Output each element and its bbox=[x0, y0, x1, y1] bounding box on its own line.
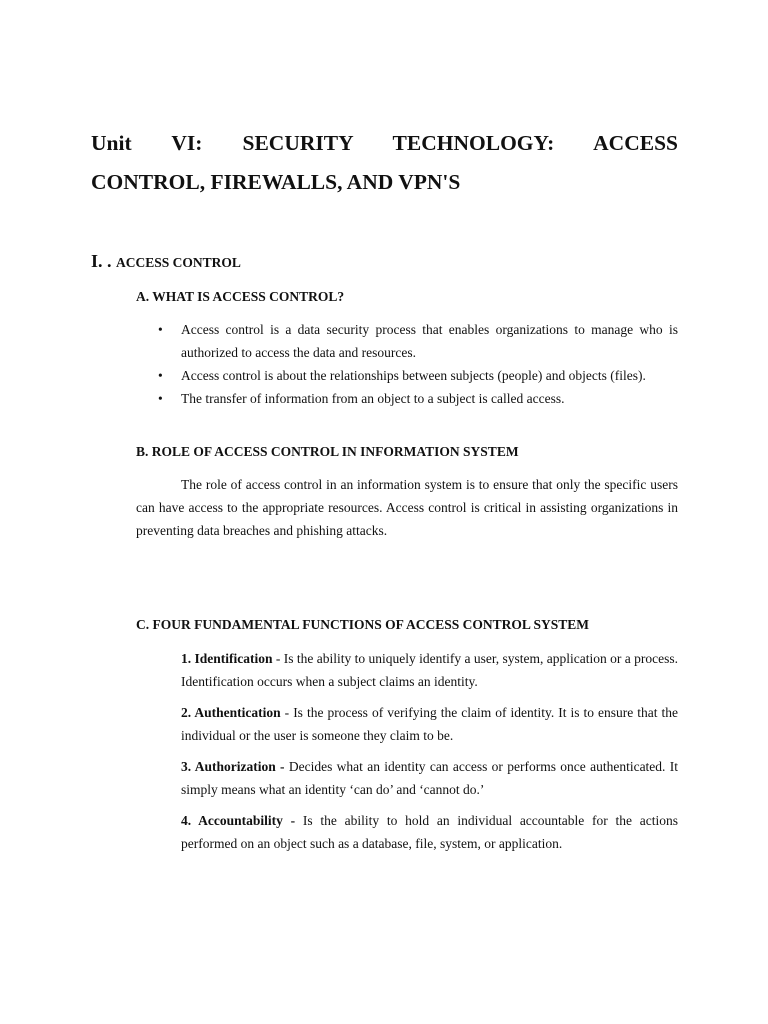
bullet-text: Access control is a data security process that enables organizations to manage who is authorized to access the data and resources. bbox=[181, 322, 678, 360]
function-text: Decides what an identity can access or performs once authenticated. It simply means what an identity ‘can do’ and ‘cannot do.’ bbox=[181, 759, 678, 797]
function-authentication bbox=[181, 701, 678, 747]
access-control-bullet-list bbox=[136, 318, 678, 410]
role-paragraph: The role of access control in an information system is to ensure that only the specific users can have access to the appropriate resources. Access control is critical in assisting organizations in preventing data breaches and phishing attacks. bbox=[136, 477, 678, 538]
function-separator bbox=[295, 813, 303, 828]
document-title-line-2: CONTROL, FIREWALLS, AND VPN'S bbox=[91, 170, 461, 194]
function-term: 3. Authorization - bbox=[181, 759, 285, 774]
function-text: Is the ability to hold an individual accountable for the actions performed on an object such as a database, file, system, or application. bbox=[181, 813, 678, 851]
function-term: 2. Authentication bbox=[181, 705, 281, 720]
function-text: Is the process of verifying the claim of identity. It is to ensure that the individual or the user is someone they claim to be. bbox=[181, 705, 679, 743]
bullet-item bbox=[136, 318, 678, 364]
section-label: ACCESS CONTROL bbox=[116, 255, 241, 270]
function-separator: - bbox=[272, 651, 284, 666]
function-identification bbox=[181, 647, 678, 693]
bullet-icon: • bbox=[158, 391, 163, 406]
subheading-four-functions: C. FOUR FUNDAMENTAL FUNCTIONS OF ACCESS CONTROL SYSTEM bbox=[136, 617, 590, 632]
subheading-what-is-access-control: A. WHAT IS ACCESS CONTROL? bbox=[136, 289, 345, 304]
bullet-item bbox=[136, 387, 678, 410]
document-title-line-1: Unit VI: SECURITY TECHNOLOGY: ACCESS bbox=[91, 131, 678, 155]
function-term: 4. Accountability - bbox=[181, 813, 296, 828]
function-separator: - bbox=[280, 705, 294, 720]
function-accountability bbox=[181, 809, 678, 855]
bullet-text: The transfer of information from an object to a subject is called access. bbox=[181, 391, 565, 406]
function-text: Is the ability to uniquely identify a user, system, application or a process. Identification occurs when a subject claims an identity. bbox=[181, 651, 679, 689]
bullet-item bbox=[136, 364, 678, 387]
subheading-role-of-access-control: B. ROLE OF ACCESS CONTROL IN INFORMATION SYSTEM bbox=[136, 444, 519, 459]
function-authorization bbox=[181, 755, 678, 801]
bullet-icon: • bbox=[158, 368, 163, 383]
bullet-text: Access control is about the relationships between subjects (people) and objects (files). bbox=[181, 368, 646, 383]
section-number: I. . bbox=[91, 251, 112, 271]
bullet-icon: • bbox=[158, 322, 163, 337]
section-heading-access-control bbox=[91, 250, 241, 274]
function-term: 1. Identification bbox=[181, 651, 273, 666]
